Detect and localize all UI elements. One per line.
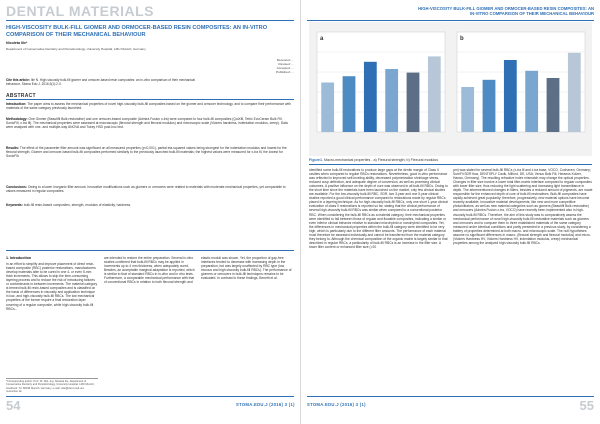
abstract-keywords [6,203,294,207]
brand-header: DENTAL MATERIALS [6,3,154,19]
running-title: HIGH-VISCOSITY BULK-FILL GIOMER AND ORMOCER-BASED RESIN COMPOSITES: AN IN-VITRO COMPARISON OF THEIR MECHANICAL BEHAVIOUR [418,6,594,16]
bar [428,56,441,132]
abstract-results-label: Results: [6,146,20,150]
bar [504,60,517,132]
figure-1 [309,22,592,156]
panel-frame [317,32,445,132]
abstract-intro-text: The paper aims to assess the mechanical properties of novel high-viscosity bulk-fill composites based on the giomer and ormocer technology, and to compare their performance with materials of the same category previously launched. [6,102,291,111]
figure-panel-a [317,32,445,132]
body-column-4 [453,168,593,394]
abstract-introduction [6,102,294,110]
footer-rule [6,396,294,397]
date-line: Revised: ... [278,62,294,67]
journal-footer-right: STOMA.EDU.J (2016) 3 (1) [307,402,366,407]
bar [407,73,420,132]
footer-rule [307,396,594,397]
abstract-conclusions-label: Conclusions: [6,185,27,189]
figure-caption [309,158,592,162]
body-text: In an effort to simplify and improve placement of direct resin-based composite (RBC) posterior restorations, manufacturers develop materials able to be cured in one 4- or even 5-mm thick increments. This allows to skip the time-consuming layering process and to reduce the risk of introducing failures or contaminants in-between increments. The material category is termed bulk-fill resin-based composites and is classified on the basis of differences in viscosity and application technique in low- and high-viscosity bulk-fill RBCs. The low mechanical properties of the former require a final restoration layer covering of a regular composite, while high-viscosity bulk-fill RBCs... [6,262,98,311]
bar [321,83,334,133]
body-column-2 [104,256,292,396]
bar [483,80,496,132]
body-column-1 [6,256,98,374]
abstract-methods-label: Methodology: [6,117,28,121]
bar [525,71,538,132]
abstract-heading: ABSTRACT [6,93,36,99]
abstract-intro-label: Introduction: [6,102,27,106]
date-line: Published: ... [276,70,294,75]
abstract-methodology [6,117,294,129]
bar [385,69,398,132]
keywords-label: Keywords: [6,203,23,207]
corresponding-footnote: *Corresponding author: Prof. Dr. Dipl.-Ing. Nicoleta Ilie, Department of Conservative Dentistry and Periodontology, University Hospital, LMU Munich, Goethestr. 70, 80336 Munich, Germany. e-mail: nilie@dent.med.uni-muenchen.de [6,378,98,394]
abstract-results-text: The effect of the parameter filler amount was significant on all measured properties (p<0.001), partial eta-squared values being strongest for the indentation modulus and lowest for the flexural strength. Giomer and ormocer-based bulk-fill composites performed similarly to the previously launched bulk-fill materials; the highest values were measured for x-tra fil, the lowest for SonicFill. [6,146,287,159]
bar [343,76,356,132]
header-rule [307,20,594,21]
panel-label: a [320,36,324,42]
abstract-bottom-rule [6,250,294,251]
article-title: HIGH-VISCOSITY BULK-FILL GIOMER AND ORMOCER-BASED RESIN COMPOSITES: AN IN-VITRO COMPARISON OF THEIR MECHANICAL BEHAVIOUR [6,25,268,38]
author: Nicoleta Ilie* [6,41,28,45]
article-dates [218,58,294,74]
page-number-left: 54 [6,398,21,413]
section-heading: 1. Introduction [6,256,31,260]
abstract-methods-text: One Giomer (Beautifil Bulk restorative) and one ormocer-based composite (Admira Fusion x-tra) were compared to four bulk-fill composites (QuiXfil, Tetric EvoCeram Bulk Fill, SonicFill, x-tra fil). The mechanical properties were assessed at macroscopic (flexural strength and flexural modulus) and microscopic scale (Vickers hardness, indentation modulus, creep). Data were analyzed with one- and multiple-way ANOVA and Tukey HSD post-hoc test. [6,117,288,130]
abstract-conclusions-text: Owing to a lower inorganic filler amount, innovative modifications such as giomers or ormocers were related to materials with moderate mechanical properties, yet comparable to values measured in regular composites. [6,185,286,194]
figure-caption-text: Macro-mechanical properties - a) Flexural strength; b) Flexural modulus [323,158,439,162]
cite-label: Cite this article: [6,78,30,82]
affiliation: Department of Conservative Dentistry and Periodontology, University Hospital, LMU Munich, Germany [6,47,146,51]
abstract-results [6,146,294,158]
page-number-right: 55 [579,398,594,413]
bar [461,87,474,132]
bar [547,78,560,132]
bar [568,53,581,132]
body-text: identified some bulk-fill restoratives to produce large gaps at the dentin margin of Class II cavities when compared to regular RBCs restorations. Nevertheless, good in-vitro performance was reflected in improved self-leveling ability, decreased polymerization shrinkage stress, reduced cusp deflection, and adequate degree of conversion, as well as promising clinical outcomes. A positive influence on the depth of cure was observed in all bulk-fill RBCs. Owing to the short time since the materials have been launched on the market, only few clinical studies are available. For the low-viscosity bulk-fill RBC, SDR, two 3-year and one 5-year clinical studies reported a good clinical performance compared to restorations made by regular RBCs placed in a layering technique. As for high-viscosity bulk-fill RBCs, only one short 1-year clinical evaluation of class II restorations is reported so far, stating that the clinical performance of several high-viscosity bulk-fill RBCs was similar when compared to a conventional posterior RBC. When considering the bulk-fill RBCs as a material category, their mechanical properties were identified to fall between those of regular and flowable composites, indicating a similar or even inferior clinical behavior relative to standard microhybrid or nanohybrid composites. Yet, the differences in mechanical properties within the bulk-fill category were identified to be very high, which is particularly due to the different filler amounts. The performance of each material must therefore be assessed individually and cannot be transferred from the material category they belong to. Although the chemical composition of the organic matrix is largely similar to that described in regular RBCs, a particularity of bulk-fill RBCs is an increase in the filler size. A lower filler content or enhanced filler size (>20 [309,168,448,249]
figure-rule [309,164,592,165]
panel-frame [457,32,585,132]
panel-label: b [460,36,464,42]
citation [6,78,206,86]
header-rule [6,20,294,21]
journal-footer-left: STOMA.EDU.J (2016) 3 (1) [236,402,295,407]
bar [364,62,377,132]
right-page [301,0,600,424]
figure-chart [309,22,592,156]
date-line: Accepted: ... [276,66,294,71]
keywords-text: bulk-fill resin-based composites, strength, modulus of elasticity, hardness. [23,203,132,207]
body-text: µm) was stated for several bulk-fill RBCs (x-tra fil and x-tra base, VOCO, Cuxhaven, Germany; SureFil SDR flow, DENTSPLY Caulk, Milford, DE, USA; Venus Bulk Fill, Heraeus Kulzer, Hanau, Germany). The resulting refractive index mismatch may change the optical properties. Changes in filler size involve a lower total filler-matrix interface compared to regular composites with lower filler size, thus reducing the light scattering and increasing light transmittance in depth. The aforementioned changes in fillers, besides a reduced amount of pigments, are made responsible for the enhanced depth of cure of bulk-fill restoratives. Bulk-fill composites have rapidly achieved great popularity; therefore, progressively, new material options have become recently available. Innovative material developments, like new and more competitive photoinitiators, as well as new material categories such as giomers (Beautifil Bulk restorative) and ormocers (Admira Fusion x-tra, VOCO) have recently been implemented also in high-viscosity bulk-fill RBCs. Therefore, the aim of this study was to comparatively assess the mechanical performance of novel high-viscosity bulk-fill restorative materials such as giomers and ormocers and to compare them to three established materials of the same category measured under identical conditions and partly presented in a previous study, by considering a battery of properties determined at both macro- and microscopic scale. The null hypotheses assume no significant differences in macro- (flexural strength and flexural modulus) and micro- (Vickers Hardness HV, Vickers Hardness HV, indentation modulus, creep) mechanical properties among the analyzed high-viscosity bulk-fill RBCs. [453,168,593,245]
date-line: Received: ... [276,58,294,62]
body-column-3 [309,168,449,394]
body-text: are intended to restore the entire preparation. Several in-vitro studies confirmed that bulk-fill RBCs may be applied in increments up to 4 mm thickness, when adequately cured. Besides, an acceptable marginal adaptation is reported, which is similar to that of standard RBCs in in-vitro and in vivo tests. Furthermore, a comparable mechanical performance with that of conventional RBCs in relation to both flexural strength and elastic moduli was shown. Yet, the proportion of gap-free interfaces tended to decrease with increasing depth in the preparation, but was largely unaffected by RBC type (low viscous and high-viscosity bulk-fill RBCs). The performance of giomers or ormocers in bulk-fill techniques remains to be evaluated. In contrast to these findings, Benetti et al. [104,256,292,285]
figure-caption-label: Figure1. [309,158,323,162]
cite-text: Ilie N. High-viscosity bulk-fill giomer and ormocer-based resin composites: an in-vitro comparison of their mechanical behaviour. Stoma Edu J. 2016;3(1):2-X. [6,78,196,87]
abstract-conclusions [6,185,294,193]
figure-panel-b [457,32,585,132]
